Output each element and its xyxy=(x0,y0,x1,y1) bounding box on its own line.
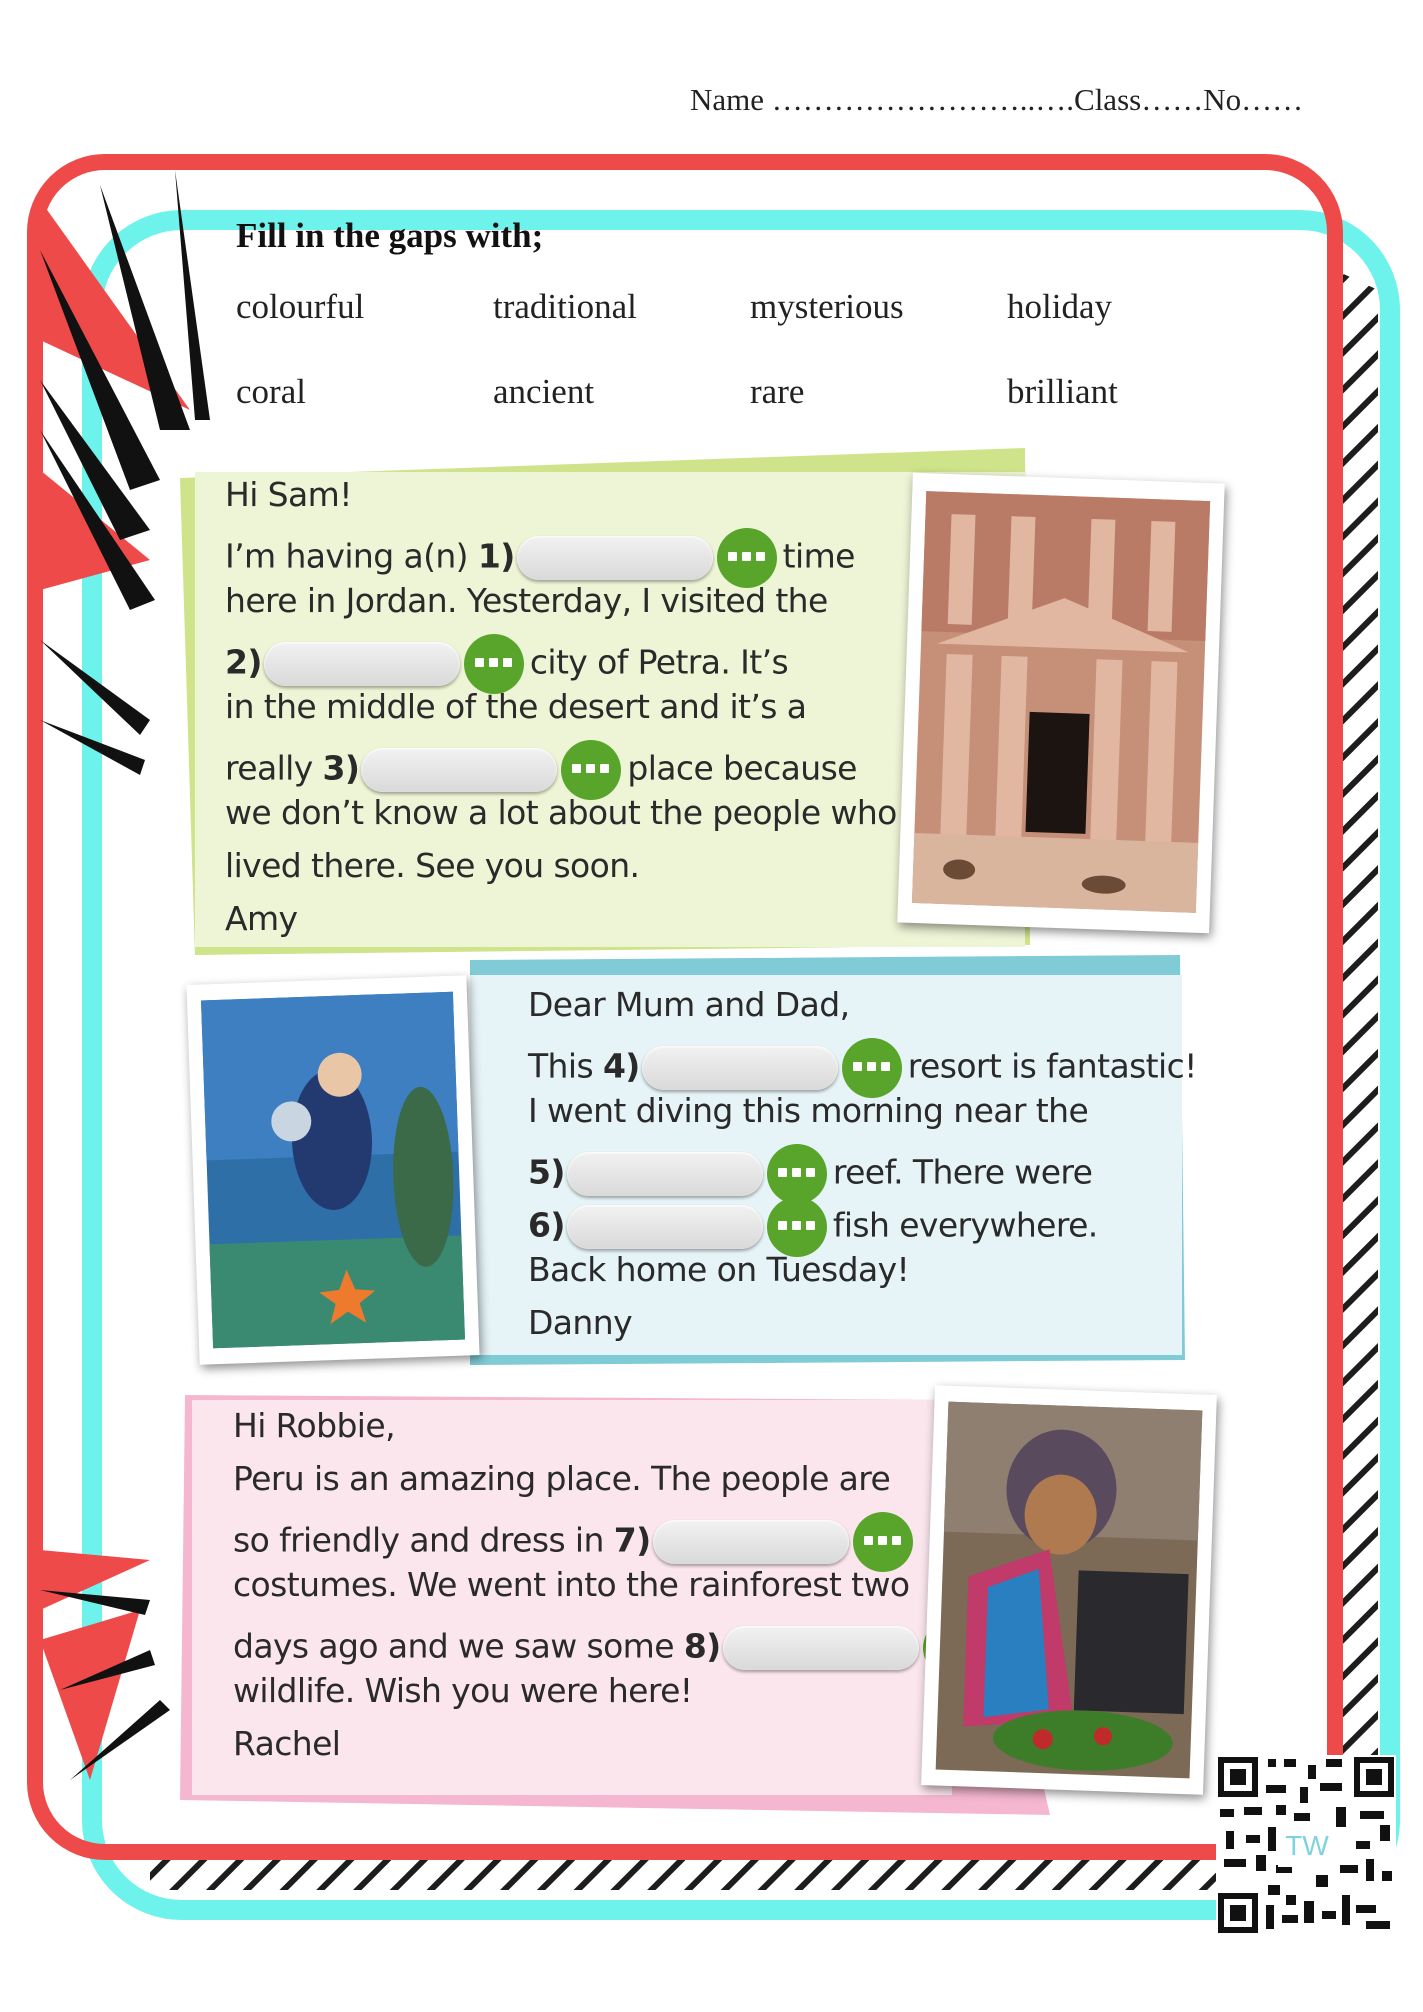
diver-photo xyxy=(186,975,479,1365)
qr-code-graphic xyxy=(1216,1755,1396,1935)
letter-line xyxy=(233,1565,909,1604)
letter-line xyxy=(528,1197,1098,1257)
letter-text: I’m having a(n) xyxy=(225,536,478,576)
answer-gap-8[interactable] xyxy=(723,1626,919,1670)
letter-line xyxy=(225,475,352,514)
letter-text: time xyxy=(782,536,855,576)
letter-line xyxy=(233,1671,692,1710)
answer-gap-1[interactable] xyxy=(517,536,713,580)
word-bank-item: holiday xyxy=(1007,287,1112,326)
letter-line xyxy=(225,846,639,885)
letter-text: resort is fantastic! xyxy=(907,1046,1197,1086)
letter-line xyxy=(233,1618,989,1678)
letter-text: in the middle of the desert and it’s a xyxy=(225,687,807,726)
letter-text: This xyxy=(528,1046,603,1086)
letter-text: reef. There were xyxy=(832,1152,1093,1192)
letter-text: we don’t know a lot about the people who xyxy=(225,793,897,832)
letter-line xyxy=(528,1038,1197,1098)
letter-text: here in Jordan. Yesterday, I visited the xyxy=(225,581,828,620)
gap-dots-icon xyxy=(717,528,777,588)
gap-number: 1) xyxy=(477,536,515,576)
letter-line xyxy=(225,899,297,938)
word-bank-item: colourful xyxy=(236,287,365,326)
letter-line xyxy=(233,1724,340,1763)
letter-text: really xyxy=(225,748,323,788)
answer-gap-5[interactable] xyxy=(567,1152,763,1196)
gap-dots-icon xyxy=(853,1512,913,1572)
letter-text: Rachel xyxy=(233,1724,341,1763)
instruction-heading: Fill in the gaps with; xyxy=(236,216,544,255)
word-bank-item: brilliant xyxy=(1007,372,1118,411)
peru-boy-photo xyxy=(921,1385,1217,1795)
gap-number: 8) xyxy=(683,1626,721,1666)
answer-gap-2[interactable] xyxy=(264,642,460,686)
gap-number: 5) xyxy=(528,1152,565,1192)
gap-number: 7) xyxy=(613,1520,651,1560)
letter-line xyxy=(528,1250,909,1289)
letter-line xyxy=(225,634,788,694)
letter-text: Amy xyxy=(225,899,298,938)
letter-text: place because xyxy=(627,748,857,788)
gap-dots-icon xyxy=(464,634,524,694)
gap-number: 3) xyxy=(322,748,360,788)
letter-line xyxy=(225,581,828,620)
letter-text: city of Petra. It’s xyxy=(529,642,789,682)
answer-gap-7[interactable] xyxy=(653,1520,849,1564)
letter-text: so friendly and dress in xyxy=(233,1520,614,1560)
letter-text: costumes. We went into the rainforest two xyxy=(233,1565,910,1604)
letter-line xyxy=(528,1144,1092,1204)
letter-text: I went diving this morning near the xyxy=(528,1091,1089,1130)
qr-code[interactable] xyxy=(1216,1755,1396,1935)
word-bank-item: coral xyxy=(236,372,306,411)
letter-line xyxy=(233,1459,890,1498)
letter-line xyxy=(225,793,897,832)
gap-number: 2) xyxy=(225,642,262,682)
letter-text: Hi Robbie, xyxy=(233,1406,395,1445)
letter-line xyxy=(225,740,857,800)
letter-text: Danny xyxy=(528,1303,632,1342)
letter-line xyxy=(528,985,849,1024)
letter-line xyxy=(233,1512,919,1572)
letter-text: Hi Sam! xyxy=(225,475,352,514)
gap-number: 6) xyxy=(528,1205,565,1245)
letter-line xyxy=(225,687,806,726)
gap-number: 4) xyxy=(602,1046,640,1086)
gap-dots-icon xyxy=(842,1038,902,1098)
gap-dots-icon xyxy=(561,740,621,800)
letter-text: days ago and we saw some xyxy=(233,1626,684,1666)
letter-line xyxy=(528,1303,632,1342)
gap-dots-icon xyxy=(767,1197,827,1257)
letter-line xyxy=(225,528,855,588)
word-bank-item: ancient xyxy=(493,372,595,411)
letter-text: fish everywhere. xyxy=(832,1205,1098,1245)
word-bank-item: rare xyxy=(750,372,805,411)
letter-text: wildlife. Wish you were here! xyxy=(233,1671,693,1710)
petra-photo xyxy=(897,473,1225,934)
answer-gap-3[interactable] xyxy=(361,748,557,792)
answer-gap-6[interactable] xyxy=(567,1205,763,1249)
letter-line xyxy=(528,1091,1088,1130)
word-bank-item: mysterious xyxy=(750,287,904,326)
letter-text: Peru is an amazing place. The people are xyxy=(233,1459,891,1498)
name-class-no-line[interactable]: Name ……………………..….Class……No…… xyxy=(690,82,1304,117)
letter-text: Dear Mum and Dad, xyxy=(528,985,850,1024)
letter-text: lived there. See you soon. xyxy=(225,846,640,885)
letter-text: Back home on Tuesday! xyxy=(528,1250,910,1289)
answer-gap-4[interactable] xyxy=(642,1046,838,1090)
gap-dots-icon xyxy=(767,1144,827,1204)
qr-logo-text: TW xyxy=(1285,1830,1329,1861)
letter-line xyxy=(233,1406,395,1445)
word-bank-item: traditional xyxy=(493,287,637,326)
